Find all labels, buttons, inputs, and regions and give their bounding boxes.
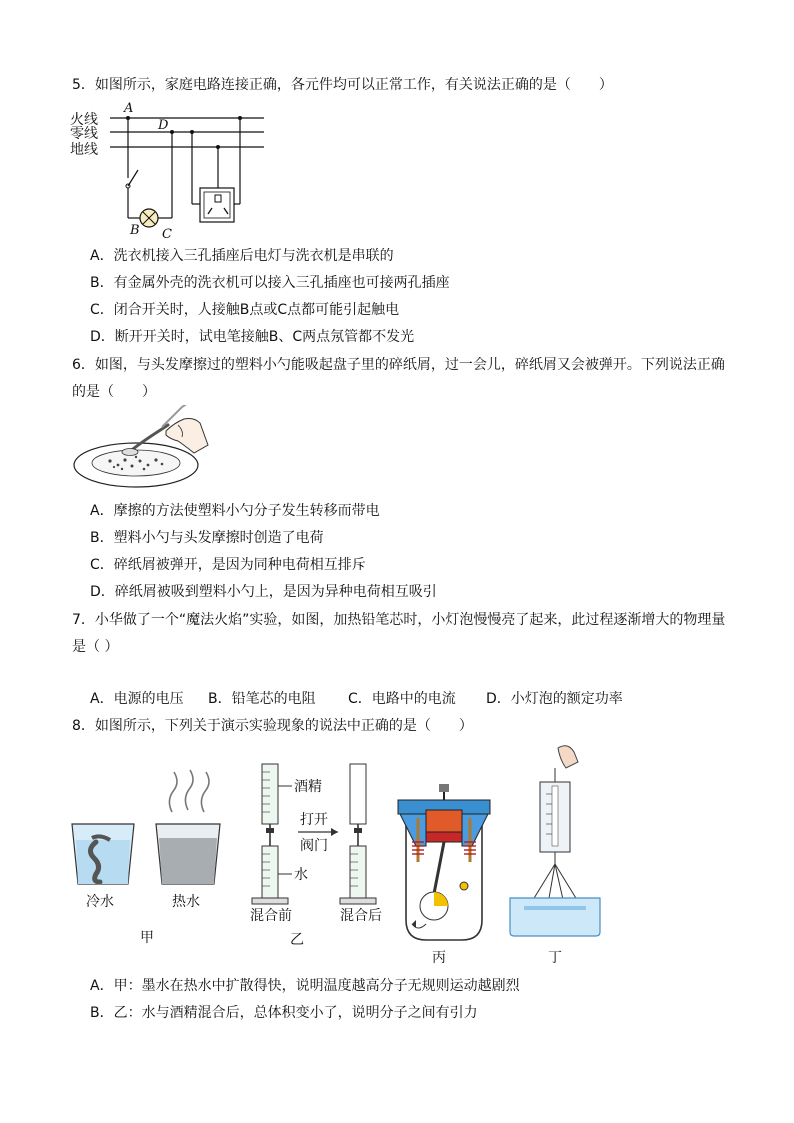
q5-option-b: B．有金属外壳的洗衣机可以接入三孔插座也可接两孔插座: [90, 275, 450, 291]
q5-option-a: A．洗衣机接入三孔插座后电灯与洗衣机是串联的: [90, 248, 394, 264]
point-d-label: D: [158, 118, 169, 133]
point-c-label: C: [162, 227, 172, 242]
burette-before: [252, 764, 292, 904]
q7-stem-line1: 7．小华做了一个“魔法火焰”实验，如图，加热铅笔芯时，小灯泡慢慢亮了起来，此过程逐渐增大的物理量: [72, 612, 726, 628]
alcohol-label: 酒精: [294, 779, 322, 795]
valve-label: 阀门: [300, 838, 328, 854]
q6-option-a: A．摩擦的方法使塑料小勺分子发生转移而带电: [90, 503, 380, 519]
after-mixing-label: 混合后: [340, 908, 382, 924]
water-label: 水: [294, 867, 308, 883]
q6-stem-line2: 的是（ ）: [72, 384, 156, 400]
q7-option-b: B．铅笔芯的电阻: [208, 691, 316, 707]
fig-jia-label: 甲: [140, 930, 154, 946]
fig-yi-label: 乙: [290, 932, 304, 948]
neutral-wire-label: 零线: [70, 126, 98, 142]
fig-bing-label: 丙: [432, 950, 446, 966]
burette-after: [340, 764, 376, 904]
q6-stem-line1: 6．如图，与头发摩擦过的塑料小勺能吸起盘子里的碎纸屑，过一会儿，碎纸屑又会被弹开。下列说法正确: [72, 357, 725, 373]
q6-option-c: C．碎纸屑被弹开，是因为同种电荷相互排斥: [90, 557, 366, 573]
engine-diagram: [398, 784, 490, 940]
point-a-label: A: [124, 101, 134, 116]
cold-water-label: 冷水: [86, 894, 114, 910]
q8-option-b: B．乙：水与酒精混合后，总体积变小了，说明分子之间有引力: [90, 1005, 478, 1021]
q5-circuit-diagram: [68, 100, 268, 242]
q7-option-a: A．电源的电压: [90, 691, 184, 707]
q8-experiment-figure: [66, 742, 626, 970]
q7-option-d: D．小灯泡的额定功率: [486, 691, 623, 707]
open-label: 打开: [300, 812, 328, 828]
fig-ding-label: 丁: [548, 950, 562, 966]
point-b-label: B: [130, 223, 140, 238]
q6-plate-spoon-image: [70, 405, 210, 493]
before-mixing-label: 混合前: [250, 908, 292, 924]
q5-stem: 5．如图所示，家庭电路连接正确，各元件均可以正常工作，有关说法正确的是（ ）: [72, 77, 613, 93]
q6-option-d: D．碎纸屑被吸到塑料小勺上，是因为异种电荷相互吸引: [90, 584, 437, 600]
q5-option-c: C．闭合开关时，人接触B点或C点都可能引起触电: [90, 302, 400, 318]
spring-scale-diagram: [510, 746, 600, 936]
q6-option-b: B．塑料小勺与头发摩擦时创造了电荷: [90, 530, 324, 546]
q7-option-c: C．电路中的电流: [348, 691, 456, 707]
q5-option-d: D．断开开关时，试电笔接触B、C两点氖管都不发光: [90, 329, 415, 345]
q8-stem: 8．如图所示，下列关于演示实验现象的说法中正确的是（ ）: [72, 718, 473, 734]
hot-water-beaker: [156, 770, 220, 884]
ground-wire-label: 地线: [70, 142, 98, 158]
live-wire-label: 火线: [70, 112, 98, 128]
q7-stem-line2: 是（ ）: [72, 639, 119, 655]
q8-option-a: A．甲：墨水在热水中扩散得快，说明温度越高分子无规则运动越剧烈: [90, 978, 520, 994]
hot-water-label: 热水: [172, 894, 200, 910]
cold-water-beaker: [72, 824, 134, 884]
